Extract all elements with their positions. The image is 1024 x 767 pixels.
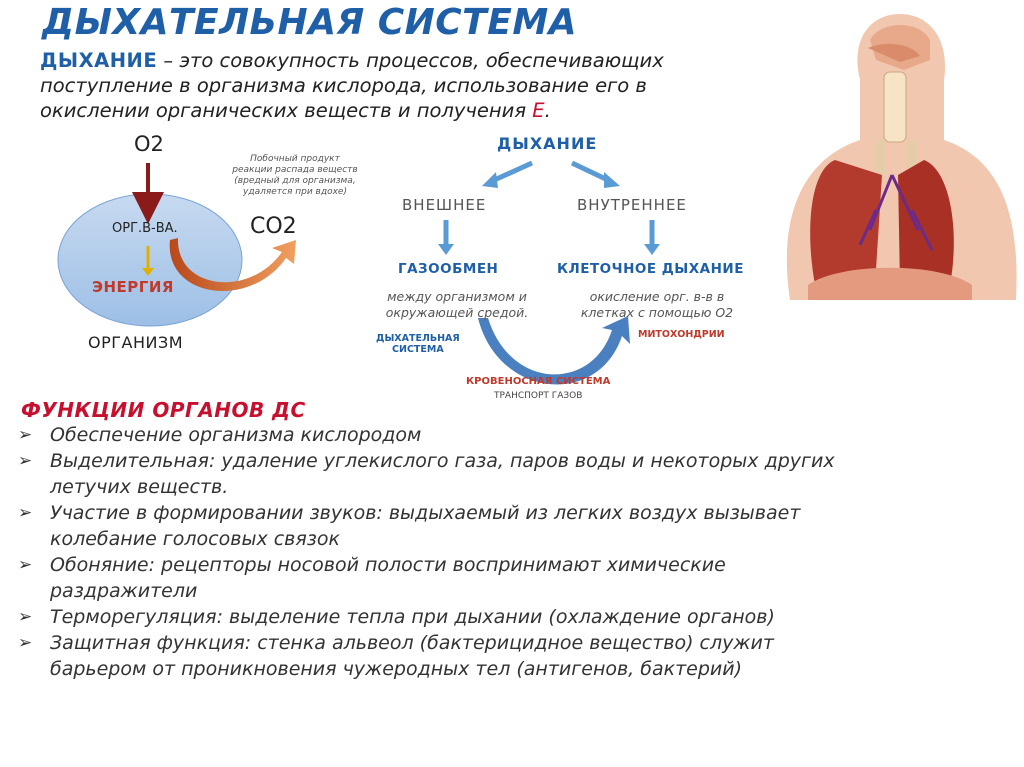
energy-label: ЭНЕРГИЯ	[92, 278, 174, 296]
function-item	[14, 604, 1004, 630]
energy-letter: Е	[532, 99, 545, 122]
functions-section	[14, 398, 1004, 682]
co2-label: СО2	[250, 214, 297, 239]
functions-list	[14, 422, 1004, 682]
function-item-line: колебание голосовых связок	[50, 528, 341, 550]
arrow-bullet-icon: ➢	[18, 607, 33, 627]
functions-title: ФУНКЦИИ ОРГАНОВ ДС	[21, 398, 306, 422]
function-item	[14, 500, 1004, 552]
definition: ДЫХАНИЕ – это совокупность процессов, обеспечивающих поступление в организма кислорода, использование его в окислении органических веществ и получения Е.	[40, 48, 800, 123]
blood-transport-arrow	[478, 316, 630, 384]
definition-line-1: – это совокупность процессов, обеспечивающих	[157, 49, 664, 72]
function-item-line: раздражители	[50, 580, 198, 602]
function-item	[14, 630, 1004, 682]
organism-ellipse	[58, 194, 242, 326]
function-item-line: Защитная функция: стенка альвеол (бактерицидное вещество) служит	[50, 632, 774, 654]
function-item-line: Выделительная: удаление углекислого газа, паров воды и некоторых других	[50, 450, 835, 472]
function-item-line: Участие в формировании звуков: выдыхаемый из легких воздух вызывает	[50, 502, 801, 524]
mitochondria-label: МИТОХОНДРИИ	[638, 329, 725, 340]
blood-system-label: КРОВЕНОСНАЯ СИСТЕМА	[466, 376, 611, 387]
arrow-bullet-icon: ➢	[18, 451, 33, 471]
gas-exchange-label: ГАЗООБМЕН	[398, 261, 499, 277]
function-item	[14, 422, 1004, 448]
o2-label: О2	[134, 132, 164, 156]
page-title: ДЫХАТЕЛЬНАЯ СИСТЕМА	[42, 2, 578, 43]
cellular-respiration-label: КЛЕТОЧНОЕ ДЫХАНИЕ	[557, 261, 744, 277]
function-item-line: Обеспечение организма кислородом	[50, 424, 422, 446]
organism-label: ОРГАНИЗМ	[88, 333, 184, 352]
byproduct-note: Побочный продукт реакции распада веществ (вредный для организма, удаляется при вдохе)	[232, 154, 358, 197]
function-item-line: Обоняние: рецепторы носовой полости воспринимают химические	[50, 554, 726, 576]
function-item	[14, 448, 1004, 500]
function-item-line: летучих веществ.	[50, 476, 229, 498]
arrow-bullet-icon: ➢	[18, 633, 33, 653]
function-item-line: Терморегуляция: выделение тепла при дыхании (охлаждение органов)	[50, 606, 775, 628]
respiratory-system-illustration	[787, 14, 1017, 300]
cellular-description: окисление орг. в-в в клетках с помощью О2	[580, 289, 734, 320]
function-item	[14, 552, 1004, 604]
external-label: ВНЕШНЕЕ	[402, 196, 487, 214]
definition-line-2: поступление в организма кислорода, использование его в	[40, 74, 647, 97]
arrow-bullet-icon: ➢	[18, 503, 33, 523]
internal-label: ВНУТРЕННЕЕ	[577, 196, 687, 214]
breathing-label: ДЫХАНИЕ	[497, 134, 598, 153]
definition-line-3: окислении органических веществ и получения	[40, 99, 533, 122]
arrow-bullet-icon: ➢	[18, 425, 33, 445]
organic-substances-label: ОРГ.В-ВА.	[112, 221, 178, 236]
definition-term: ДЫХАНИЕ	[40, 49, 158, 72]
gas-transport-label: ТРАНСПОРТ ГАЗОВ	[494, 391, 583, 401]
arrow-bullet-icon: ➢	[18, 555, 33, 575]
function-item-line: барьером от проникновения чужеродных тел (антигенов, бактерий)	[50, 658, 743, 680]
gas-exchange-description: между организмом и окружающей средой.	[385, 289, 529, 320]
respiratory-system-label: ДЫХАТЕЛЬНАЯ СИСТЕМА	[376, 333, 460, 355]
